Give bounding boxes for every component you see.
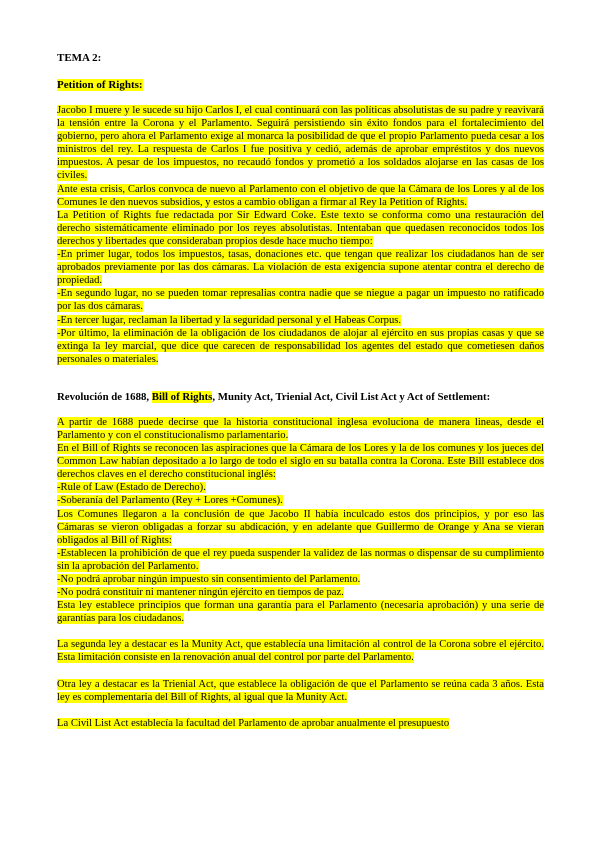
petition-paragraph: Jacobo I muere y le sucede su hijo Carlos I, el cual continuará con las políticas absolutistas de su padre y reavivará la tensión entre la Corona y el Parlamento. Seguirá persistiendo sin éxito fondos para el fortalecimiento del gobierno, pero ahora el Parlamento exige al monarca la posibilidad de que el propio Parlamento pueda cesar a los ministros del rey. La respuesta de Carlos I fue positiva y cedió, además de aprobar empréstitos y dos nuevos impuestos. A pesar de los impuestos, no recaudó fondos y prometió a los soldados alojarse en las casas de los civiles.	[57, 105, 544, 182]
spacer	[57, 665, 544, 678]
trienial-act-paragraph: Otra ley a destacar es la Trienial Act, que establece la obligación de que el Parlamento se reúna cada 3 años. Esta ley es complementaria del Bill of Rights, al igual que la Munity Act.	[57, 678, 544, 703]
petition-title	[57, 79, 544, 92]
revolution-list-item: -Establecen la prohibición de que el rey pueda suspender la validez de las normas o dispensar de su cumplimiento sin la aprobación del Parlamento.	[57, 547, 544, 572]
petition-title-text: Petition of Rights:	[57, 79, 143, 91]
revolution-heading: Revolución de 1688, Bill of Rights, Munity Act, Trienial Act, Civil List Act y Act of Settlement:	[57, 390, 491, 403]
tema-title: TEMA 2:	[57, 52, 102, 64]
revolution-list-item: -Soberanía del Parlamento (Rey + Lores +Comunes).	[57, 495, 283, 507]
revolution-list-item: -No podrá aprobar ningún impuesto sin consentimiento del Parlamento.	[57, 574, 361, 585]
petition-paragraph: La Petition of Rights fue redactada por Sir Edward Coke. Este texto se conforma como una restauración del derecho sistemáticamente eliminado por los reyes absolutistas. Intentaban que quedasen reconocidos todos los derechos y libertades que consideraban propios desde hace mucho tiempo:	[57, 209, 544, 247]
revolution-list-item: -Rule of Law (Estado de Derecho).	[57, 482, 206, 494]
civil-list-act-paragraph: La Civil List Act establecía la facultad del Parlamento de aprobar anualmente el presupuesto	[57, 717, 450, 729]
revolution-section	[57, 416, 544, 626]
spacer	[57, 366, 544, 391]
revolution-paragraph: Esta ley establece principios que forman una garantía para el Parlamento (necesaria aprobación) y una serie de garantías para los ciudadanos.	[57, 600, 544, 625]
bill-of-rights-highlight: Bill of Rights	[151, 390, 213, 403]
petition-paragraph: Ante esta crisis, Carlos convoca de nuevo al Parlamento con el objetivo de que la Cámara de los Lores y al de los Comunes le den nuevos subsidios, y estos a cambio obligan a firmar al Rey la Petition of Rights.	[57, 183, 544, 208]
revolution-paragraph: A partir de 1688 puede decirse que la historia constitucional inglesa evoluciona de manera lineas, desde el Parlamento y con el constitucionalismo parlamentario.	[57, 416, 544, 441]
petition-list-item: -En primer lugar, todos los impuestos, tasas, donaciones etc. que tengan que realizar los ciudadanos han de ser aprobados previamente por las dos cámaras. La violación de esta exigencia supone atentar contra el derecho de propiedad.	[57, 249, 544, 287]
spacer	[57, 625, 544, 638]
revolution-list-item: -No podrá constituir ni mantener ningún ejército en tiempos de paz.	[57, 587, 344, 599]
petition-section	[57, 104, 544, 366]
spacer	[57, 704, 544, 717]
petition-list-item: -En segundo lugar, no se pueden tomar represalias contra nadie que se niegue a pagar un impuesto no ratificado por las dos cámaras.	[57, 288, 544, 313]
petition-list-item: -Por último, la eliminación de la obligación de los ciudadanos de alojar al ejército en sus propias casas y que se extinga la ley marcial, que dice que carecen de responsabilidad los agentes del estado que cometiesen daños personales o materiales.	[57, 327, 544, 365]
petition-list-item: -En tercer lugar, reclaman la libertad y la seguridad personal y el Habeas Corpus.	[57, 314, 402, 326]
revolution-paragraph: En el Bill of Rights se reconocen las aspiraciones que la Cámara de los Lores y la de los comunes y los jueces del Common Law habían depositado a lo largo de todo el siglo en su batalla contra la Corona. Este Bill establece dos derechos claves en el derecho constitucional inglés:	[57, 443, 544, 481]
munity-act-paragraph: La segunda ley a destacar es la Munity Act, que establecía una limitación al control de la Corona sobre el ejército. Esta limitación consiste en la renovación anual del control por parte del Parlamento.	[57, 639, 544, 664]
revolution-paragraph: Los Comunes llegaron a la conclusión de que Jacobo II había inculcado estos dos principios, y por eso las Cámaras se vieron obligadas a forzar su abdicación, y en adelante que Guillermo de Orange y Ana se vieran obligados al Bill of Rights:	[57, 508, 544, 546]
